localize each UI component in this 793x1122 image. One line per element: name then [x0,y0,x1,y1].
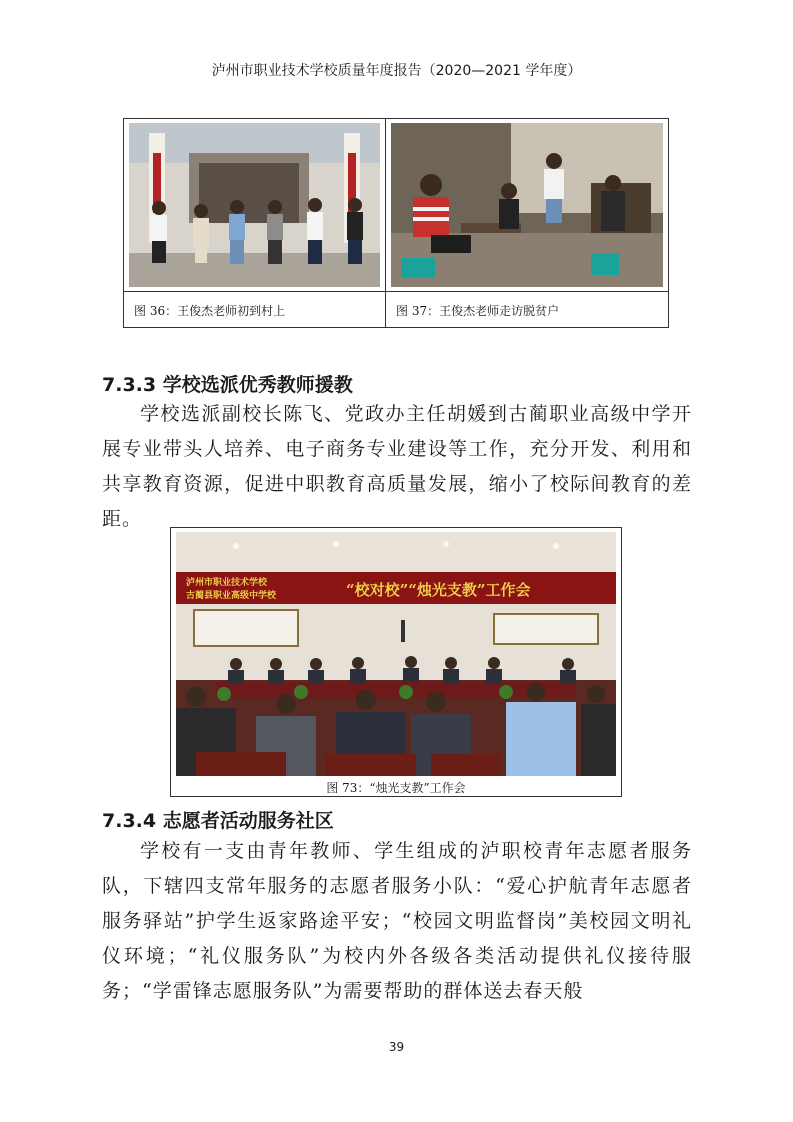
figure-37-caption: 图 37：王俊杰老师走访脱贫户 [396,304,560,318]
figure-37-photo [391,123,663,287]
page-header: 泸州市职业技术学校质量年度报告（2020—2021 学年度） [211,63,582,79]
banner-title: “校对校”“烛光支教”工作会 [346,581,531,599]
figure-36-photo [129,123,380,287]
banner-line-2: 古蔺县职业高级中学校 [186,591,277,601]
banner-line-1: 泸州市职业技术学校 [186,578,268,588]
figure-73-photo [176,532,616,776]
section-7-3-4-title: 7.3.4 志愿者活动服务社区 [102,810,334,832]
section-7-3-4-body: 学校有一支由青年教师、学生组成的泸职校青年志愿者服务队，下辖四支常年服务的志愿者服务小队：“爱心护航青年志愿者服务驿站”护学生返家路途平安；“校园文明监督岗”美校园文明礼仪环境；“礼仪服务队”为校内外各级各类活动提供礼仪接待服务；“学雷锋志愿服务队”为需要帮助的群体送去春天般 [102,840,692,1002]
section-7-3-3-body: 学校选派副校长陈飞、党政办主任胡媛到古蔺职业高级中学开展专业带头人培养、电子商务专业建设等工作，充分开发、利用和共享教育资源，促进中职教育高质量发展，缩小了校际间教育的差距。 [102,403,692,530]
figure-36-caption: 图 36：王俊杰老师初到村上 [134,304,286,318]
section-7-3-3-title: 7.3.3 学校选派优秀教师援教 [102,374,353,396]
figure-37-cell [386,119,668,327]
photo-table [123,118,669,328]
figure-36-cell [124,119,386,327]
figure-73-caption: 图 73：“烛光支教”工作会 [326,781,466,795]
figure-73 [170,527,622,797]
page-number: 39 [388,1040,405,1054]
